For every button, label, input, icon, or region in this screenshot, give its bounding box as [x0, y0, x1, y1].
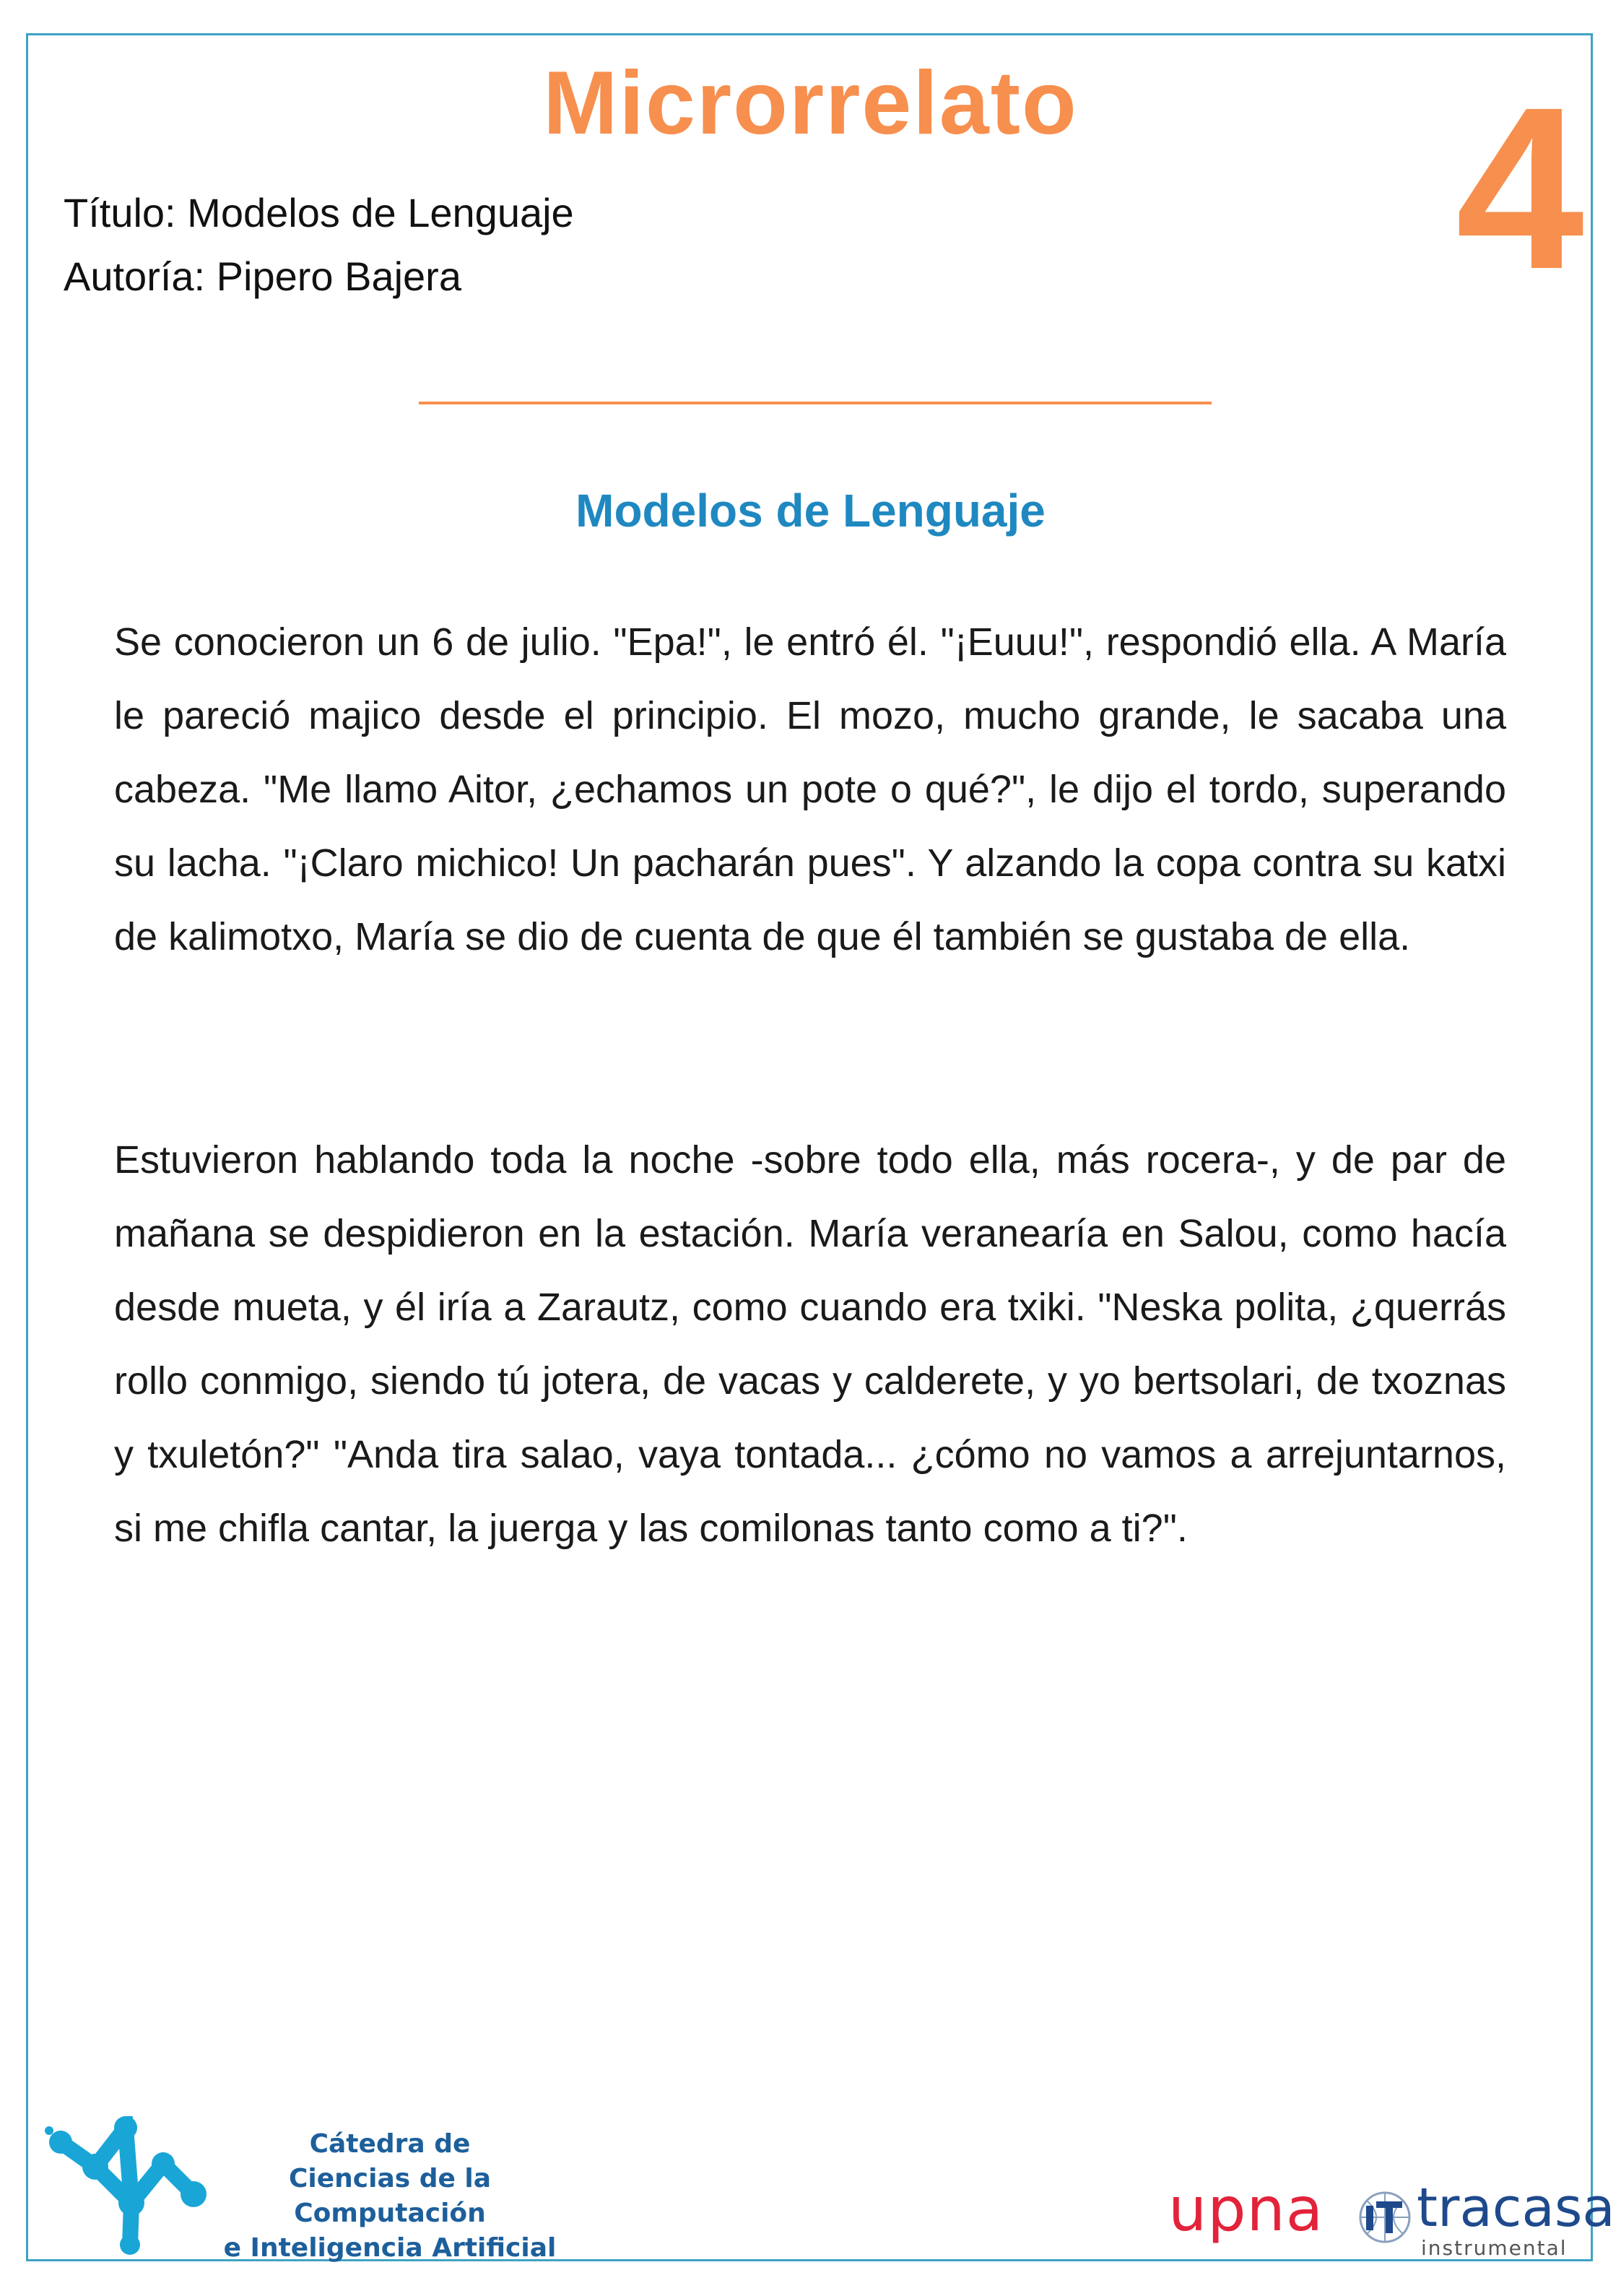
tracasa-logo-icon [1356, 2188, 1414, 2246]
catedra-line-3: e Inteligencia Artificial [223, 2233, 557, 2263]
story-title: Modelos de Lenguaje [575, 485, 1046, 537]
paragraph-text: Estuvieron hablando toda la noche -sobre todo ella, más rocera-, y de par de mañana se despidieron en la estación. María veranearía en Salou, como hacía desde mueta, y él iría a Zarautz, como cuando era txiki. "Neska polita, ¿querrás rollo conmigo, siendo tú jotera, de vacas y calderete, y yo bertsolari, de txoznas y txuletón?" "Anda tira salao, vaya tontada... ¿cómo no vamos a arrejuntarnos, si me chifla cantar, la juerga y las comilonas tanto como a ti?". [114, 1138, 1506, 1550]
catedra-line-2: Ciencias de la Computación [288, 2164, 492, 2228]
page-heading: Microrrelato [543, 53, 1078, 153]
catedra-line-1: Cátedra de [309, 2129, 471, 2159]
story-paragraph-2 [114, 1123, 1506, 1565]
divider-rule [419, 402, 1212, 404]
tracasa-wordmark: tracasa [1417, 2177, 1615, 2239]
catedra-molecule-logo-icon [45, 2116, 225, 2261]
story-number: 4 [1456, 59, 1584, 317]
title-line: Título: Modelos de Lenguaje [64, 190, 574, 235]
story-paragraph-1 [114, 605, 1506, 974]
tracasa-subtitle: instrumental [1421, 2236, 1568, 2260]
paragraph-text: Se conocieron un 6 de julio. "Epa!", le entró él. "¡Euuu!", respondió ella. A María le pareció majico desde el principio. El mozo, mucho grande, le sacaba una cabeza. "Me llamo Aitor, ¿echamos un pote o qué?", le dijo el tordo, superando su lacha. "¡Claro michico! Un pacharán pues". Y alzando la copa contra su katxi de kalimotxo, María se dio de cuenta de que él también se gustaba de ella. [114, 620, 1506, 958]
upna-logo: upna [1168, 2174, 1324, 2245]
catedra-name [209, 2127, 570, 2266]
author-line: Autoría: Pipero Bajera [64, 254, 461, 299]
